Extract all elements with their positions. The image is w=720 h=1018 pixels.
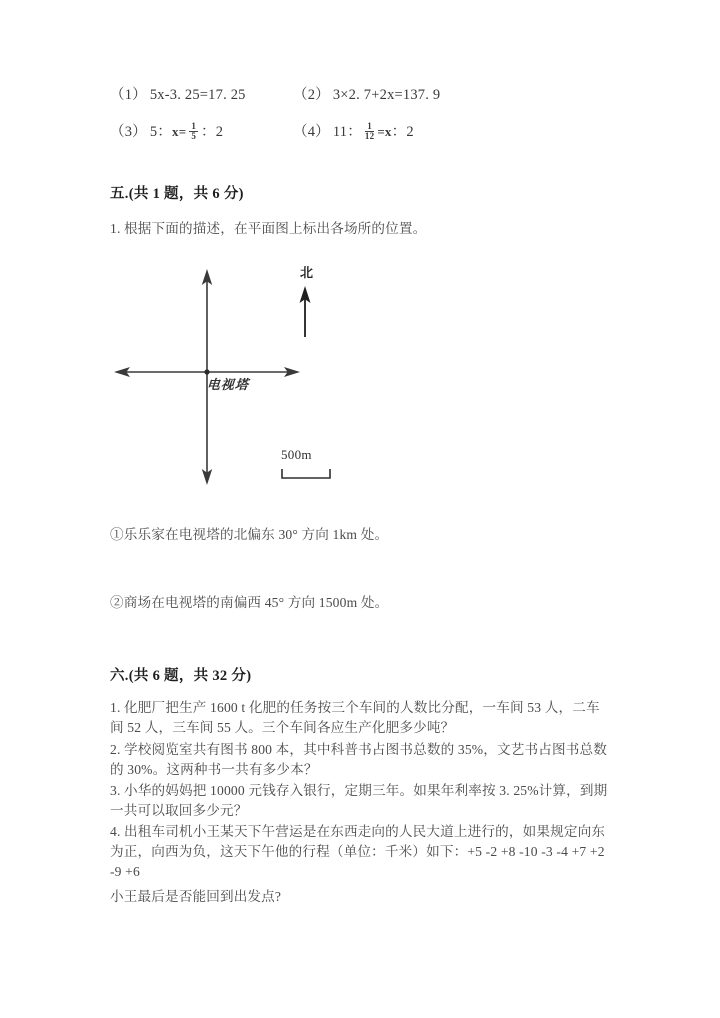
equation-label: （4）	[293, 124, 330, 140]
equation-prefix: 5：	[149, 124, 173, 140]
equation-variable: =x	[377, 124, 392, 139]
diagram-svg	[100, 255, 440, 500]
tower-label: 电视塔	[206, 377, 250, 392]
equation-suffix: ：2	[201, 124, 224, 140]
north-arrow-icon	[300, 286, 311, 337]
equation-prefix: 11：	[332, 124, 362, 140]
fraction	[365, 122, 374, 142]
north-label: 北	[300, 265, 314, 280]
section-six-problem-2: 2. 学校阅览室共有图书 800 本，其中科普书占图书总数的 35%，文艺书占图书总数的 30%。这两种书一共有多少本？	[110, 742, 607, 777]
fraction-denominator: 12	[364, 131, 375, 142]
fraction-denominator: 5	[191, 131, 197, 142]
fraction-numerator: 1	[365, 122, 374, 132]
section-five-subitem-2: ②商场在电视塔的南偏西 45° 方向 1500m 处。	[110, 595, 389, 610]
equation-suffix: ：2	[391, 124, 414, 140]
equation-label: （3）	[110, 124, 147, 140]
equation-label: （2）	[293, 87, 330, 103]
section-five-heading: 五.(共 1 题，共 6 分)	[110, 186, 244, 202]
equation-variable: x=	[172, 124, 187, 139]
section-five-question: 1. 根据下面的描述，在平面图上标出各场所的位置。	[110, 221, 427, 236]
equation-item-2	[293, 83, 440, 104]
equation-body: 5x-3. 25=17. 25	[149, 87, 246, 103]
equation-item-4	[293, 120, 414, 143]
location-plan-diagram	[100, 255, 440, 500]
equation-item-3	[110, 120, 223, 143]
equation-label: （1）	[110, 87, 147, 103]
section-six-closing-question: 小王最后是否能回到出发点?	[110, 889, 282, 904]
section-six-problem-3: 3. 小华的妈妈把 10000 元钱存入银行，定期三年。如果年利率按 3. 25%计算，到期一共可以取回多少元？	[110, 783, 608, 818]
section-six-problem-1: 1. 化肥厂把生产 1600 t 化肥的任务按三个车间的人数比分配，一车间 53 人，二车间 52 人，三车间 55 人。三个车间各应生产化肥多少吨？	[110, 700, 600, 735]
fraction	[189, 122, 198, 142]
scale-bar-icon	[282, 469, 330, 478]
fraction-numerator: 1	[191, 120, 197, 131]
scale-bar-label: 500m	[281, 447, 312, 462]
equation-item-1	[110, 83, 246, 104]
equation-body: 3×2. 7+2x=137. 9	[332, 87, 441, 103]
section-six-heading: 六.(共 6 题，共 32 分)	[110, 668, 252, 684]
section-five-subitem-1: ①乐乐家在电视塔的北偏东 30° 方向 1km 处。	[110, 527, 389, 542]
section-six-problem-4: 4. 出租车司机小王某天下午营运是在东西走向的人民大道上进行的，如果规定向东为正，向西为负，这天下午他的行程（单位：千米）如下：+5 -2 +8 -10 -3 -4 +7 +2 -9 +6	[110, 824, 606, 879]
